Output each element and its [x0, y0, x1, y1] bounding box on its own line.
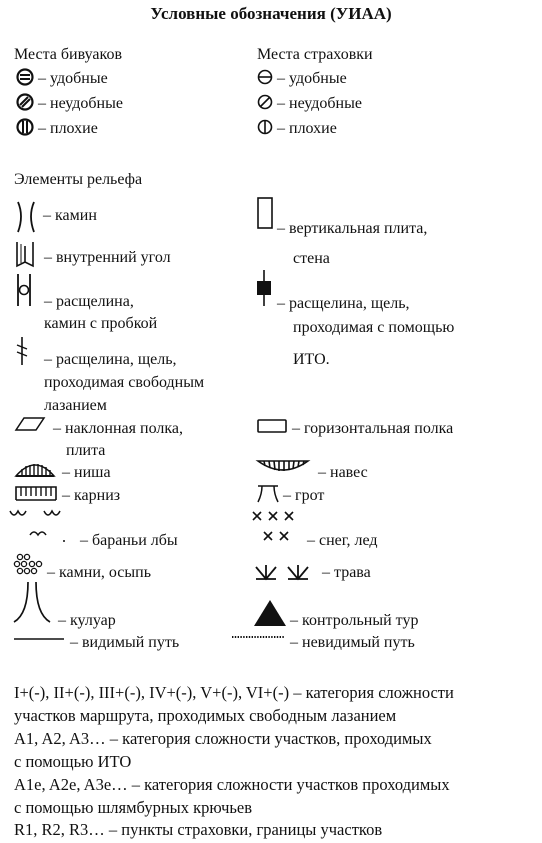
inner-corner-icon [15, 240, 39, 270]
crack-with-chockstone-icon [14, 272, 36, 310]
relief-left-item: лазанием [44, 397, 107, 414]
note-line: с помощью шлямбурных крючьев [14, 798, 253, 817]
bivouac-comfortable-icon [16, 68, 34, 86]
relief-right-item: – трава [322, 564, 371, 581]
invisible-path-icon [232, 633, 286, 641]
horizontal-ledge-icon [256, 418, 290, 436]
note-line: A1e, A2e, A3e… – категория сложности участков проходимых [14, 775, 450, 794]
relief-left-item: – внутренний угол [44, 249, 171, 266]
belay-comfortable-icon [257, 68, 275, 86]
note-line: I+(-), II+(-), III+(-), IV+(-), V+(-), VI+(-) – категория сложности [14, 683, 454, 702]
relief-left-item: проходимая свободным [44, 374, 205, 391]
note-line: R1, R2, R3… – пункты страховки, границы участков [14, 820, 383, 839]
relief-left-item: – расщелина, щель, [44, 351, 177, 368]
chimney-icon [14, 200, 38, 234]
bivouac-item: – неудобные [38, 95, 123, 112]
relief-left-item: – видимый путь [70, 634, 180, 651]
relief-left-item: – бараньи лбы [80, 532, 178, 549]
free-climbing-crack-icon [14, 335, 32, 367]
belay-heading: Места страховки [257, 46, 373, 63]
page-title: Условные обозначения (УИАА) [150, 4, 392, 23]
relief-left-item: плита [66, 442, 106, 459]
visible-path-icon [14, 636, 64, 642]
belay-item: – плохие [277, 120, 337, 137]
relief-left-item: – карниз [62, 487, 121, 504]
note-line: с помощью ИТО [14, 752, 132, 771]
bivouac-uncomfortable-icon [16, 93, 34, 111]
relief-left-item: – кулуар [58, 612, 116, 629]
overhang-cornice-icon [14, 484, 58, 502]
relief-right-item: – грот [283, 487, 325, 504]
relief-left-item: – камни, осыпь [47, 564, 151, 581]
sloping-ledge-icon [16, 416, 46, 432]
relief-right-item: проходимая с помощью [293, 319, 455, 336]
relief-left-item: – ниша [62, 464, 111, 481]
bivouac-heading: Места бивуаков [14, 46, 123, 63]
grotto-icon [256, 482, 280, 504]
relief-right-item: – расщелина, щель, [277, 295, 410, 312]
relief-left-item: камин с пробкой [44, 315, 158, 332]
bivouac-bad-icon [16, 118, 34, 136]
relief-left-item: – расщелина, [44, 293, 134, 310]
relief-right-item: – горизонтальная полка [292, 420, 454, 437]
relief-right-item: стена [293, 250, 330, 267]
scree-stones-icon [12, 553, 46, 581]
relief-left-item: – камин [43, 207, 97, 224]
relief-left-item: – наклонная полка, [53, 420, 183, 437]
couloir-icon [12, 580, 52, 624]
relief-right-item: – контрольный тур [290, 612, 419, 629]
snow-ice-icon [250, 509, 304, 545]
note-line: A1, A2, A3… – категория сложности участков, проходимых [14, 729, 432, 748]
belay-bad-icon [257, 118, 275, 136]
relief-right-item: ИТО. [293, 351, 330, 368]
bivouac-item: – плохие [38, 120, 98, 137]
overhang-icon [256, 459, 310, 475]
relief-right-item: – навес [318, 464, 368, 481]
belay-uncomfortable-icon [257, 93, 275, 111]
grass-icon [254, 563, 318, 583]
note-line: участков маршрута, проходимых свободным лазанием [14, 706, 397, 725]
niche-icon [14, 460, 56, 478]
belay-item: – удобные [277, 70, 347, 87]
relief-heading: Элементы рельефа [14, 171, 143, 188]
bivouac-item: – удобные [38, 70, 108, 87]
control-cairn-icon [252, 598, 288, 628]
vertical-slab-icon [256, 196, 276, 232]
belay-item: – неудобные [277, 95, 362, 112]
relief-right-item: – вертикальная плита, [277, 220, 428, 237]
aid-crack-icon [253, 268, 275, 308]
relief-right-item: – снег, лед [307, 532, 378, 549]
relief-right-item: – невидимый путь [290, 634, 415, 651]
sheep-rocks-icon [8, 505, 78, 545]
